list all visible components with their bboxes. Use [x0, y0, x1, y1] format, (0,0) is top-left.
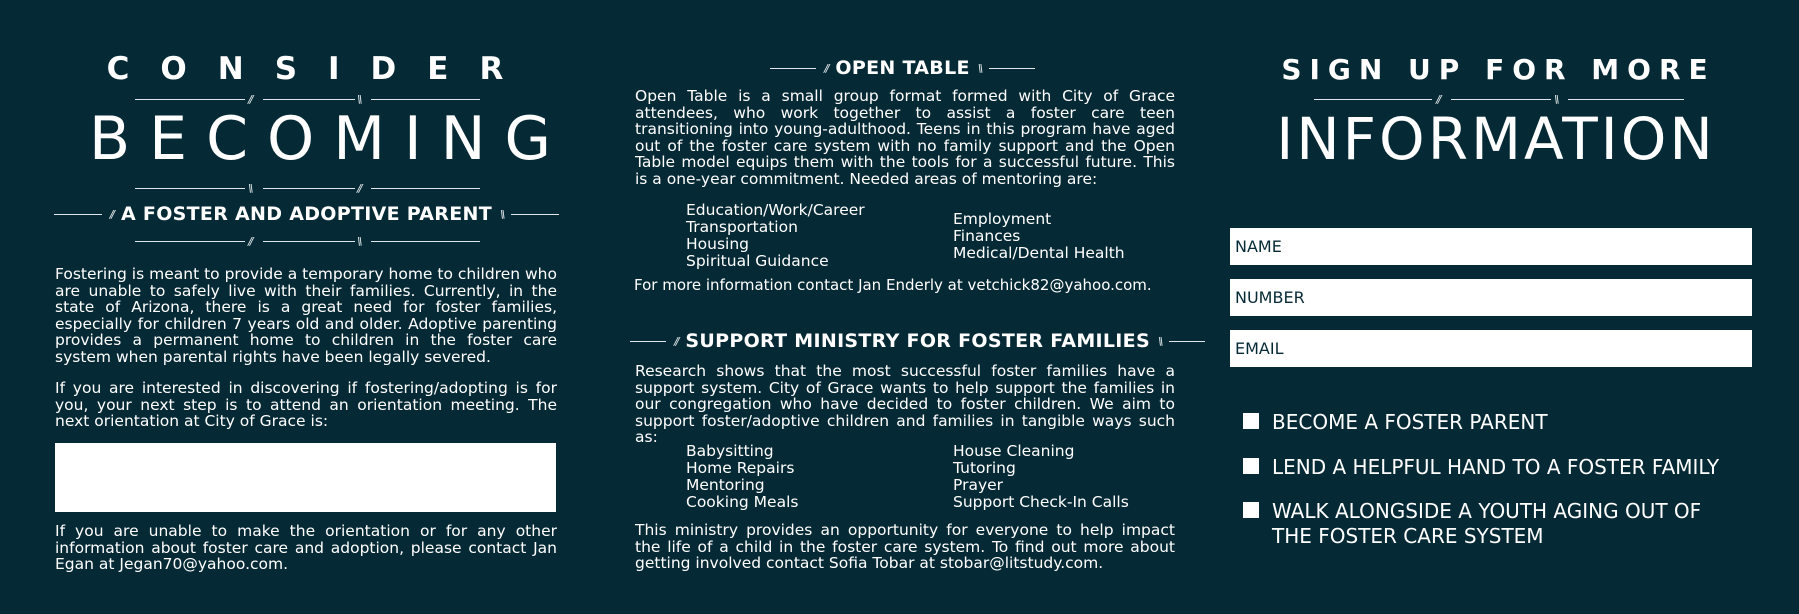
- heading-becoming: BECOMING: [89, 104, 571, 174]
- support-ministry-closing: This ministry provides an opportunity for everyone to help impact the life of a child in the foster care system. To find out more about getting involved contact Sofia Tobar at stobar@litstudy.com.: [635, 521, 1175, 572]
- option-become-foster-parent[interactable]: [1243, 410, 1548, 435]
- checkbox[interactable]: [1243, 458, 1259, 474]
- list-item: House Cleaning: [953, 442, 1075, 460]
- subheading-text: A FOSTER AND ADOPTIVE PARENT: [121, 203, 492, 225]
- option-lend-helpful-hand[interactable]: [1243, 455, 1719, 480]
- list-item: Housing: [686, 235, 750, 253]
- foster-parent-panel: [0, 0, 610, 614]
- ornament-divider: // \\: [1314, 93, 1684, 107]
- heading-information: INFORMATION: [1276, 105, 1716, 173]
- name-field[interactable]: NAME: [1230, 228, 1752, 265]
- programs-panel: [610, 0, 1190, 614]
- heading-support-ministry: // SUPPORT MINISTRY FOR FOSTER FAMILIES \\: [630, 330, 1205, 352]
- ornament-divider: // \\: [135, 235, 480, 249]
- list-item: Employment: [953, 210, 1052, 228]
- list-item: Prayer: [953, 476, 1004, 494]
- option-label: BECOME A FOSTER PARENT: [1272, 410, 1548, 434]
- list-item: Transportation: [686, 218, 798, 236]
- mentoring-list-left: [686, 202, 865, 270]
- list-item: Finances: [953, 227, 1021, 245]
- fostering-paragraph: Fostering is meant to provide a temporary home to children who are unable to safely live with their families. Currently, in the state of Arizona, there is a great need for foster families, especially for children 7 years old and older. Adoptive parenting provides a permanent home to children in the foster care system when parental rights have been legally severed.: [55, 265, 557, 366]
- contact-paragraph: If you are unable to make the orientation or for any other information about foster care and adoption, please contact Jan Egan at Jegan70@yahoo.com.: [55, 522, 557, 573]
- mentoring-list-right: [953, 211, 1125, 262]
- option-walk-alongside-youth[interactable]: [1243, 499, 1742, 549]
- ornament-divider: \\ //: [135, 182, 480, 196]
- support-ministry-description: Research shows that the most successful foster families have a support system. City of Grace wants to help support the families in our congregation who have decided to foster children. We aim to support foster/adoptive children and families in tangible ways such as:: [635, 362, 1175, 446]
- list-item: Education/Work/Career: [686, 201, 865, 219]
- list-item: Spiritual Guidance: [686, 252, 829, 270]
- list-item: Mentoring: [686, 476, 765, 494]
- option-label: LEND A HELPFUL HAND TO A FOSTER FAMILY: [1272, 455, 1720, 479]
- open-table-contact: For more information contact Jan Enderly at vetchick82@yahoo.com.: [634, 276, 1152, 294]
- subheading-foster-adoptive: // A FOSTER AND ADOPTIVE PARENT \\: [54, 203, 559, 225]
- option-label: WALK ALONGSIDE A YOUTH AGING OUT OF THE FOSTER CARE SYSTEM: [1272, 499, 1702, 548]
- checkbox[interactable]: [1243, 413, 1259, 429]
- list-item: Support Check-In Calls: [953, 493, 1129, 511]
- heading-open-table: // OPEN TABLE \\: [770, 57, 1035, 79]
- support-list-right: [953, 443, 1129, 511]
- support-list-left: [686, 443, 798, 511]
- list-item: Medical/Dental Health: [953, 244, 1125, 262]
- email-field[interactable]: EMAIL: [1230, 330, 1752, 367]
- list-item: Babysitting: [686, 442, 774, 460]
- checkbox[interactable]: [1243, 502, 1259, 518]
- heading-consider: CONSIDER: [106, 51, 535, 87]
- orientation-paragraph: If you are interested in discovering if fostering/adopting is for you, your next step is to attend an orientation meeting. The next orientation at City of Grace is:: [55, 379, 557, 430]
- open-table-title: OPEN TABLE: [835, 57, 970, 79]
- list-item: Cooking Meals: [686, 493, 799, 511]
- open-table-description: Open Table is a small group format formed with City of Grace attendees, who work together to assist a foster care teen transitioning into young-adulthood. Teens in this program have aged out of the foster care system with no family support and the Open Table model equips them with the tools for a successful future. This is a one-year commitment. Needed areas of mentoring are:: [635, 87, 1175, 188]
- support-ministry-title: SUPPORT MINISTRY FOR FOSTER FAMILIES: [685, 330, 1150, 352]
- list-item: Tutoring: [953, 459, 1016, 477]
- heading-sign-up: SIGN UP FOR MORE: [1281, 53, 1716, 86]
- list-item: Home Repairs: [686, 459, 795, 477]
- ornament-divider: // \\: [135, 93, 480, 107]
- number-field[interactable]: NUMBER: [1230, 279, 1752, 316]
- orientation-info-box: [55, 443, 556, 512]
